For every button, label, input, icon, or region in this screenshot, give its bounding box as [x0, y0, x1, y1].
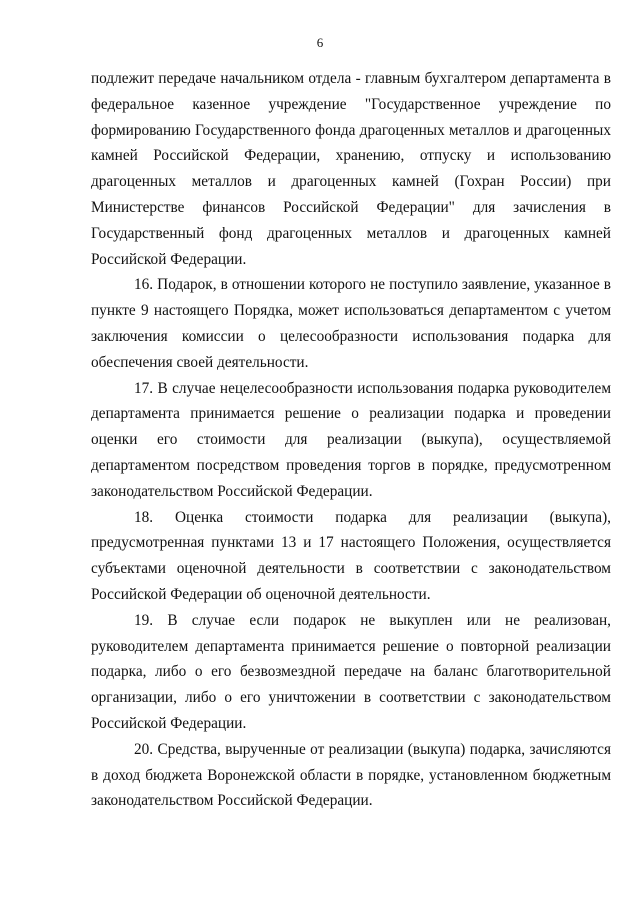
paragraph-20: 20. Средства, вырученные от реализации (выкупа) подарка, зачисляются в доход бюджета Воронежской области в порядке, установленном бюджетным законодательством Российской Федерации. — [91, 740, 611, 810]
paragraph-19: 19. В случае если подарок не выкуплен или не реализован, руководителем департамента принимается решение о повторной реализации подарка, либо о его безвозмездной передаче на баланс благотворительной организации, либо о его уничтожении в соответствии с законодательством Российской Федерации. — [91, 611, 611, 732]
paragraph-18: 18. Оценка стоимости подарка для реализации (выкупа), предусмотренная пунктами 13 и 17 настоящего Положения, осуществляется субъектами оценочной деятельности в соответствии с законодательством Российской Федерации об оценочной деятельности. — [91, 508, 611, 603]
paragraph-16: 16. Подарок, в отношении которого не поступило заявление, указанное в пункте 9 настоящего Порядка, может использоваться департаментом с учетом заключения комиссии о целесообразности использования подарка для обеспечения своей деятельности. — [91, 276, 611, 371]
page-number: 6 — [316, 35, 324, 50]
paragraph-continuation: подлежит передаче начальником отдела - главным бухгалтером департамента в федеральное казенное учреждение "Государственное учреждение по формированию Государственного фонда драгоценных металлов и драгоценных камней Российской Федерации, хранению, отпуску и использованию драгоценных металлов и драгоценных камней (Гохран России) при Министерстве финансов Российской Федерации" для зачисления в Государственный фонд драгоценных металлов и драгоценных камней Российской Федерации. — [91, 70, 611, 268]
paragraph-17: 17. В случае нецелесообразности использования подарка руководителем департамента принимается решение о реализации подарка и проведении оценки его стоимости для реализации (выкупа), осуществляемой департаментом посредством проведения торгов в порядке, предусмотренном законодательством Российской Федерации. — [91, 379, 611, 500]
document-body — [91, 66, 611, 814]
